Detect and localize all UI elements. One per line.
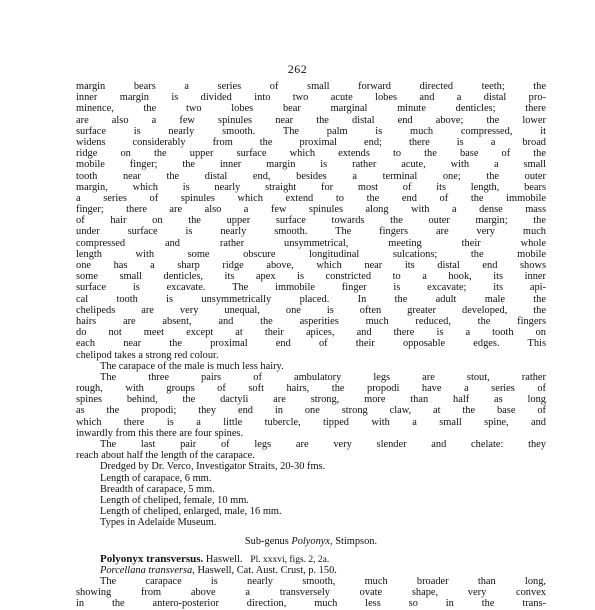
text-line: margin, which is nearly straight for most of its length, bears — [76, 181, 546, 193]
text-line: some small denticles, its apex is constricted to a hook, its inner — [76, 271, 546, 283]
text-line: length with some obscure longitudinal sulcations; the mobile — [76, 248, 546, 260]
subgenus-name: Polyonyx — [291, 535, 331, 547]
specimen-data — [76, 461, 546, 528]
text-line: minence, the two lobes bear marginal minute denticles; there — [76, 103, 546, 115]
synonym-name: Porcellana transversa — [100, 564, 193, 576]
text-line: chelipod takes a strong red colour. — [76, 349, 219, 361]
text-line: The carapace is nearly smooth, much broader than long, — [100, 576, 546, 588]
text-line: finger; there are also a few spinules along with a dense mass — [76, 204, 546, 216]
paragraph-ambulatory-legs — [76, 372, 546, 439]
text-line: margin bears a series of small forward directed teeth; the — [76, 81, 546, 92]
species-author: Haswell. — [203, 553, 243, 565]
text-line: under surface is nearly smooth. The fingers are very much — [76, 226, 546, 238]
text-line: compressed and rather unsymmetrical, meeting their whole — [76, 237, 546, 249]
text-line: in the antero-posterior direction, much less so in the trans- — [76, 598, 546, 610]
text-line: widens considerably from the proximal end; there is a broad — [76, 136, 546, 148]
text-line: a series of spinules which extend to the end of the immobile — [76, 192, 546, 204]
text-line: cal tooth is unsymmetrically placed. In the adult male the — [76, 293, 546, 305]
text-line: each near the proximal end of their opposable edges. This — [76, 338, 546, 350]
text-line: are also a few spinules near the distal end above; the lower — [76, 114, 546, 126]
text-line: as the propodi; they end in one strong claw, at the base of — [76, 405, 546, 417]
text-line: showing from above a transversely ovate shape, very convex — [76, 587, 546, 599]
text-line: do not meet except at their apices, and there is a tooth on — [76, 327, 546, 339]
data-line: Length of cheliped, female, 10 mm. — [100, 494, 249, 506]
text-line: ridge on the upper surface which extends to the base of the — [76, 148, 546, 160]
text-line: rough, with groups of soft hairs, the propodi have a series of — [76, 383, 546, 395]
subgenus-heading: Sub-genus Polyonyx, Stimpson. — [244, 535, 378, 547]
paragraph-cheliped-description — [76, 81, 546, 361]
data-line: Length of cheliped, enlarged, male, 16 mm. — [100, 506, 282, 518]
paragraph-male-carapace: The carapace of the male is much less hairy. — [100, 360, 284, 372]
species-name: Polyonyx transversus. — [100, 552, 204, 565]
paragraph-last-legs — [76, 439, 546, 461]
text-line: inner margin is divided into two acute lobes and a distal pro- — [76, 92, 546, 104]
body-text — [76, 81, 546, 610]
plate-reference: Pl. xxxvi, figs. 2, 2a. — [250, 554, 330, 565]
text-line: The last pair of legs are very slender and chelate: they — [100, 439, 546, 450]
paragraph-carapace-description — [76, 576, 546, 610]
data-line: Types in Adelaide Museum. — [100, 517, 217, 529]
text-line: surface is nearly smooth. The palm is much compressed, it — [76, 125, 546, 137]
text-line: of hair on the upper surface towards the outer margin; the — [76, 215, 546, 227]
text-line: hairs are absent, and the asperities much reduced, the fingers — [76, 315, 546, 327]
data-line: Length of carapace, 6 mm. — [100, 472, 212, 484]
text-line: The three pairs of ambulatory legs are stout, rather — [100, 371, 546, 383]
synonym-reference: , Haswell, Cat. Aust. Crust, p. 150. — [192, 564, 337, 576]
text-line: mobile finger; the inner margin is rather acute, with a small — [76, 159, 546, 171]
data-line: Dredged by Dr. Verco, Investigator Straits, 20-30 fms. — [100, 461, 326, 473]
species-heading — [76, 554, 546, 565]
text-line: reach about half the length of the carapace. — [76, 450, 255, 462]
text-line: inwardly from this there are four spines. — [76, 427, 244, 439]
text-line: chelipeds are very unequal, one is often greater developed, the — [76, 304, 546, 316]
text-line: spines behind, the dactyli are strong, more than half as long — [76, 394, 546, 406]
page-number: 262 — [287, 62, 308, 76]
synonym-line — [76, 565, 546, 576]
text-line: surface is excavate. The immobile finger is excavate; its api- — [76, 282, 546, 294]
text-line: which there is a little tubercle, tipped with a small spine, and — [76, 416, 546, 428]
text-line: tooth near the distal end, besides a terminal one; the outer — [76, 170, 546, 182]
text-line: one has a sharp ridge above, which near its distal end shows — [76, 260, 546, 271]
data-line: Breadth of carapace, 5 mm. — [100, 483, 215, 495]
